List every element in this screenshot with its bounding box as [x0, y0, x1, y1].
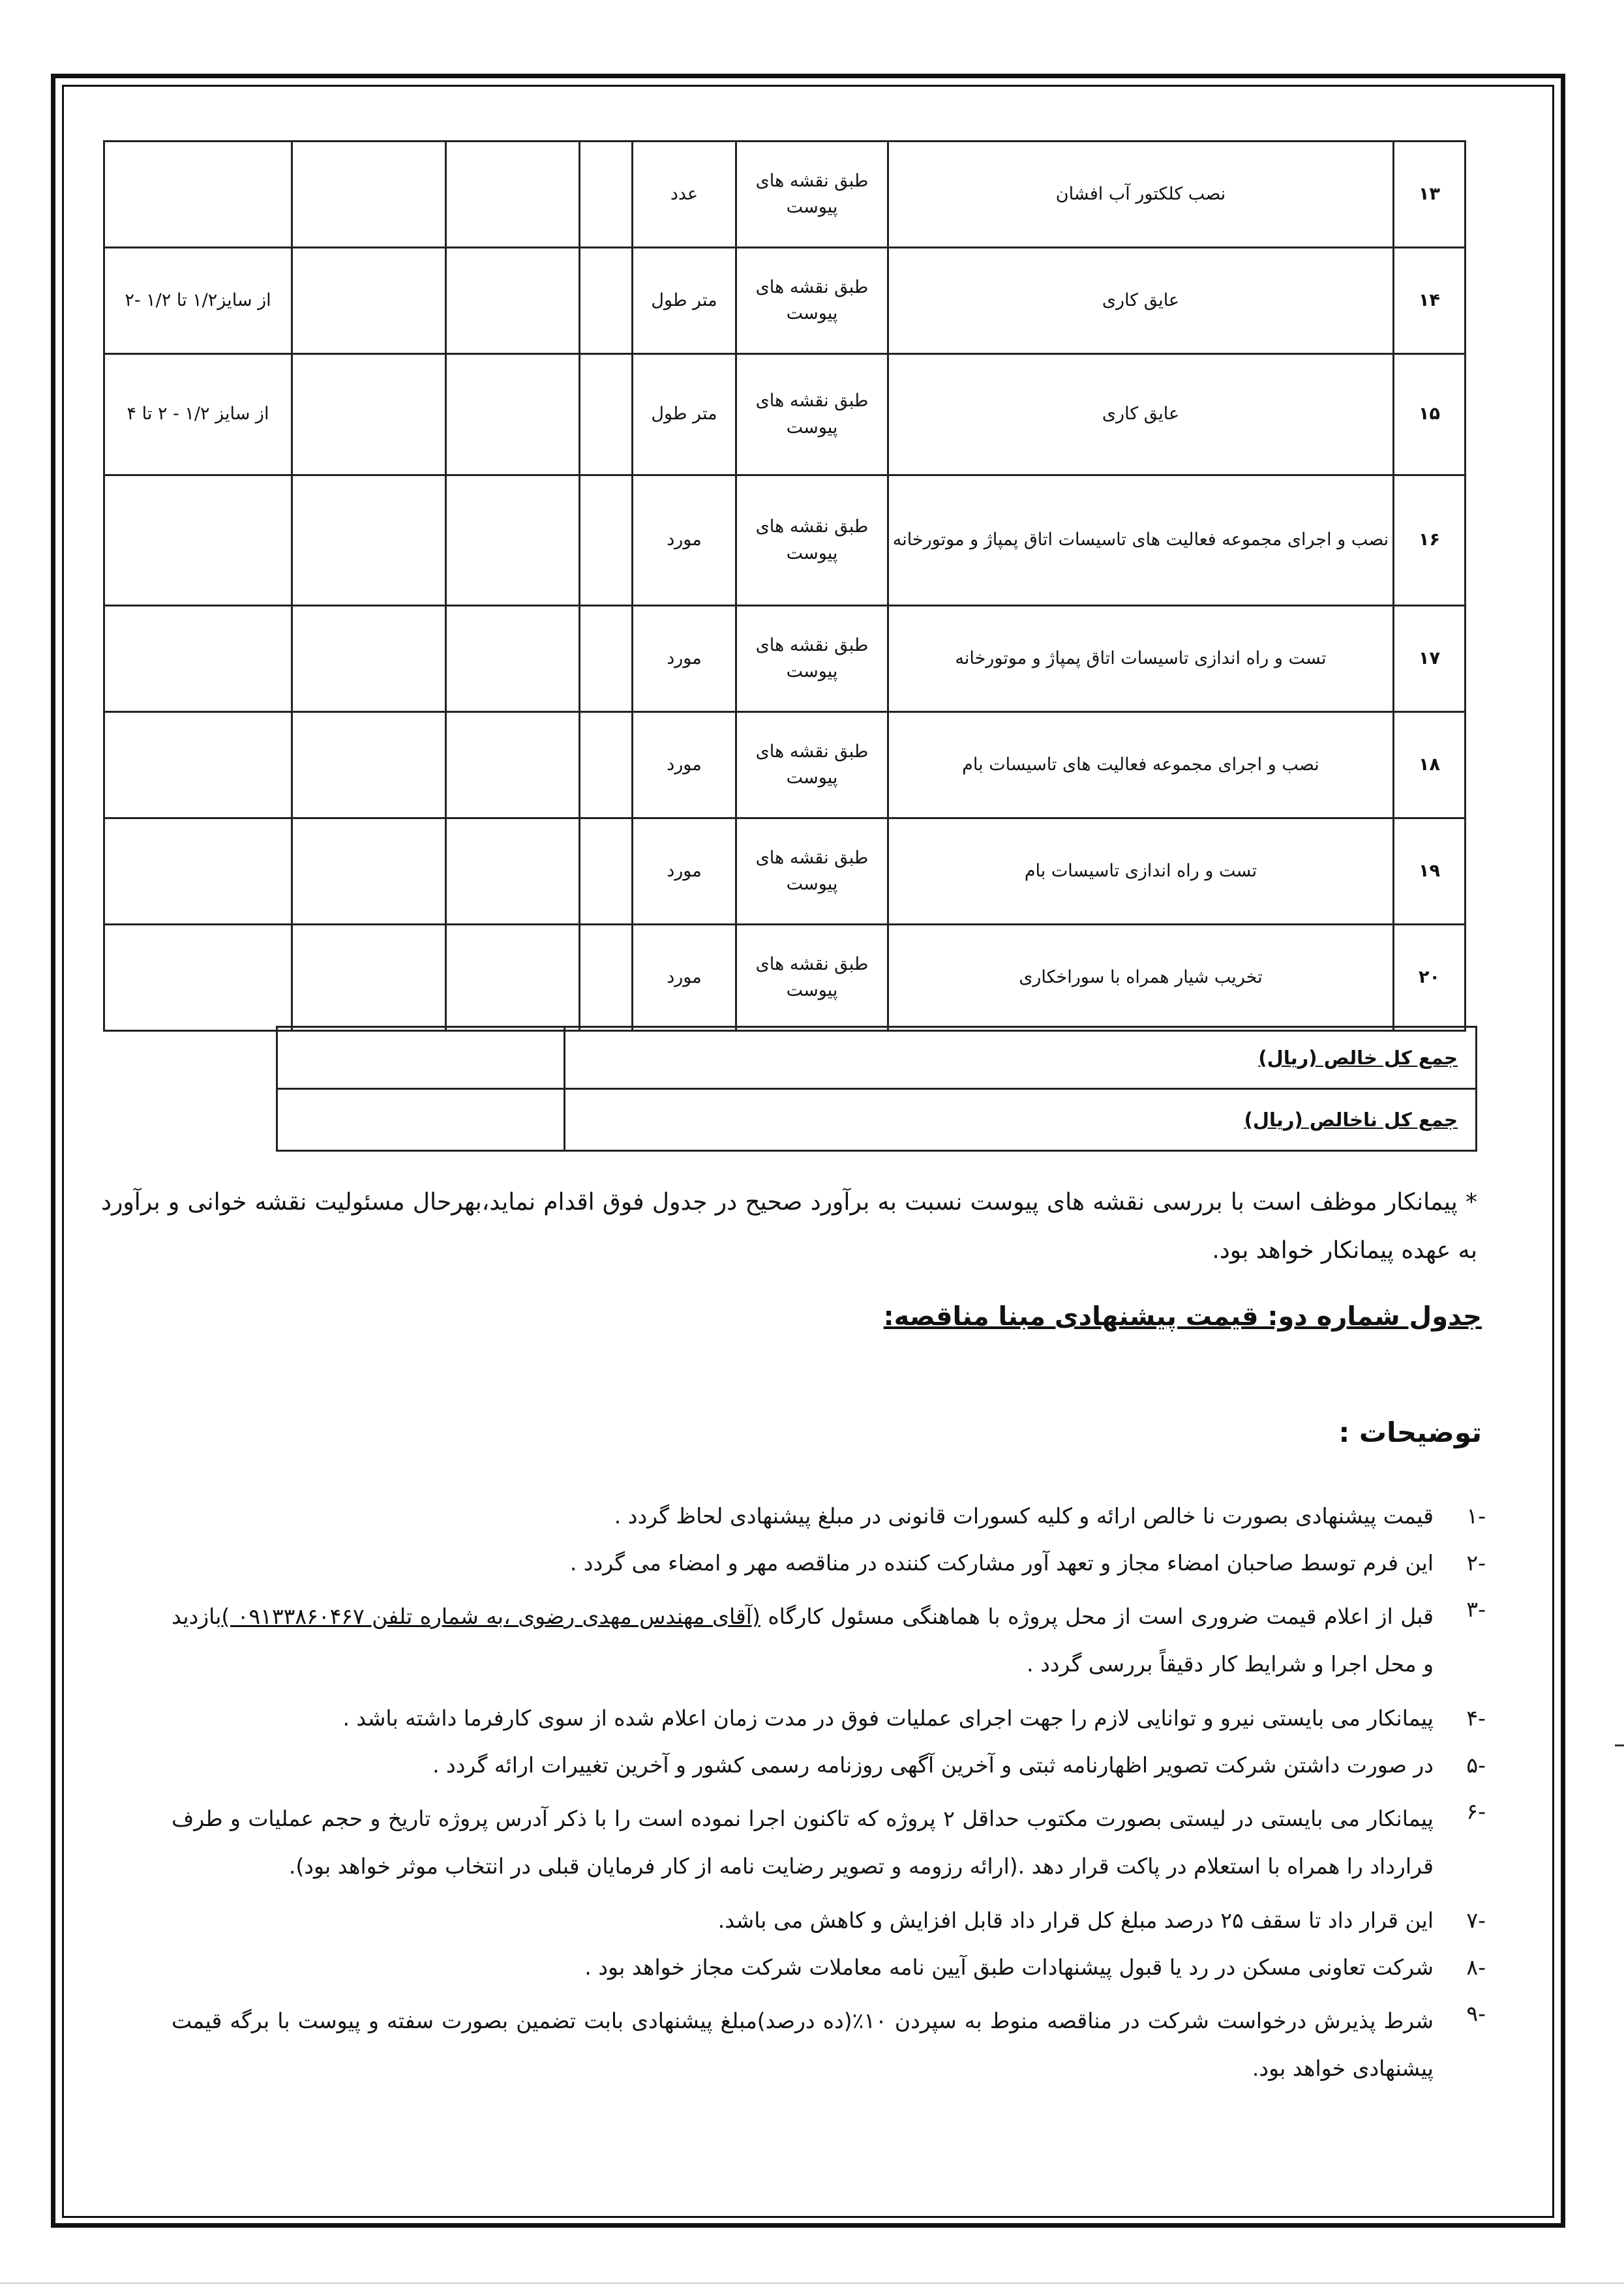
- reference-line: پیوست: [786, 768, 838, 788]
- note-item: [172, 1951, 1486, 1984]
- total-net-value: [277, 1027, 565, 1089]
- unit-price-cell: [446, 142, 580, 248]
- total-price-cell: [292, 818, 446, 925]
- item-note: [104, 818, 292, 925]
- items-table: [103, 140, 1466, 1032]
- scan-edge-mark: [1615, 1744, 1624, 1746]
- item-unit: متر طول: [633, 248, 736, 354]
- note-text-part: بازدید و محل اجرا و شرایط کار دقیقاً بررسی گردد .: [172, 1604, 1434, 1677]
- reference-line: پیوست: [786, 874, 838, 894]
- item-description: تست و راه اندازی تاسیسات بام: [888, 818, 1394, 925]
- item-note: [104, 142, 292, 248]
- note-item: [172, 1593, 1486, 1688]
- item-note: [104, 712, 292, 818]
- row-number: ۱۵: [1394, 354, 1466, 475]
- note-number: -۵: [1466, 1752, 1486, 1778]
- quantity-cell: [580, 142, 633, 248]
- note-text: شرط پذیرش درخواست شرکت در مناقصه منوط به سپردن ۱۰٪(ده درصد)مبلغ پیشنهادی بابت تضمین بصورت سفته و پیوست با برگه قیمت پیشنهادی خواهد بود.: [172, 2008, 1434, 2081]
- table-row: [104, 248, 1466, 354]
- item-note: از سایز ۱/۲ - ۲ تا ۴: [104, 354, 292, 475]
- quantity-cell: [580, 354, 633, 475]
- total-gross-label: جمع کل ناخالص (ریال): [565, 1089, 1477, 1151]
- note-text: در صورت داشتن شرکت تصویر اظهارنامه ثبتی و آخرین آگهی روزنامه رسمی کشور و آخرین تغییرات ارائه گردد .: [432, 1752, 1434, 1778]
- table-row: [104, 354, 1466, 475]
- total-price-cell: [292, 712, 446, 818]
- item-note: [104, 925, 292, 1031]
- total-price-cell: [292, 354, 446, 475]
- note-item: [172, 1904, 1486, 1937]
- table-row: [104, 606, 1466, 712]
- row-number: ۱۹: [1394, 818, 1466, 925]
- item-reference: [736, 248, 888, 354]
- reference-line: پیوست: [786, 661, 838, 681]
- item-reference: [736, 606, 888, 712]
- item-reference: [736, 712, 888, 818]
- item-unit: مورد: [633, 712, 736, 818]
- total-net-label: جمع کل خالص (ریال): [565, 1027, 1477, 1089]
- notes-heading: توضیحات :: [1338, 1416, 1482, 1448]
- unit-price-cell: [446, 606, 580, 712]
- note-text: پیمانکار می بایستی نیرو و توانایی لازم را جهت اجرای عملیات فوق در مدت زمان اعلام شده از سوی کارفرما داشته باشد .: [342, 1705, 1434, 1731]
- quantity-cell: [580, 248, 633, 354]
- note-item: [172, 1749, 1486, 1782]
- reference-line: پیوست: [786, 197, 838, 217]
- note-text: این فرم توسط صاحبان امضاء مجاز و تعهد آور مشارکت کننده در مناقصه مهر و امضاء می گردد .: [569, 1549, 1434, 1576]
- unit-price-cell: [446, 925, 580, 1031]
- item-description: عایق کاری: [888, 354, 1394, 475]
- reference-line: طبق نقشه های: [755, 953, 869, 974]
- item-note: [104, 475, 292, 606]
- reference-line: پیوست: [786, 303, 838, 323]
- item-unit: مورد: [633, 606, 736, 712]
- item-description: تست و راه اندازی تاسیسات اتاق پمپاژ و موتورخانه: [888, 606, 1394, 712]
- total-price-cell: [292, 475, 446, 606]
- total-net-row: [277, 1027, 1477, 1089]
- reference-line: پیوست: [786, 980, 838, 1000]
- item-description: نصب و اجرای مجموعه فعالیت های تاسیسات اتاق پمپاژ و موتورخانه: [888, 475, 1394, 606]
- table-row: [104, 818, 1466, 925]
- unit-price-cell: [446, 818, 580, 925]
- row-number: ۱۸: [1394, 712, 1466, 818]
- note-number: -۱: [1466, 1503, 1486, 1529]
- reference-line: طبق نقشه های: [755, 741, 869, 762]
- note-item: [172, 1547, 1486, 1579]
- note-number: -۶: [1466, 1799, 1486, 1825]
- notes-list: [172, 1500, 1486, 2107]
- total-gross-row: [277, 1089, 1477, 1151]
- unit-price-cell: [446, 475, 580, 606]
- table-row: [104, 142, 1466, 248]
- reference-line: طبق نقشه های: [755, 391, 869, 411]
- table-row: [104, 712, 1466, 818]
- row-number: ۲۰: [1394, 925, 1466, 1031]
- note-text-part: قبل از اعلام قیمت ضروری است از محل پروژه با هماهنگی مسئول کارگاه: [760, 1604, 1434, 1629]
- item-reference: [736, 925, 888, 1031]
- quantity-cell: [580, 606, 633, 712]
- reference-line: طبق نقشه های: [755, 847, 869, 868]
- quantity-cell: [580, 925, 633, 1031]
- unit-price-cell: [446, 712, 580, 818]
- item-reference: [736, 475, 888, 606]
- note-text: این قرار داد تا سقف ۲۵ درصد مبلغ کل قرار داد قابل افزایش و کاهش می باشد.: [717, 1908, 1434, 1934]
- row-number: ۱۶: [1394, 475, 1466, 606]
- table-row: [104, 925, 1466, 1031]
- note-number: -۴: [1466, 1705, 1486, 1731]
- row-number: ۱۴: [1394, 248, 1466, 354]
- item-unit: مورد: [633, 475, 736, 606]
- item-description: نصب و اجرای مجموعه فعالیت های تاسیسات بام: [888, 712, 1394, 818]
- unit-price-cell: [446, 248, 580, 354]
- note-item: [172, 1795, 1486, 1890]
- note-item: [172, 1500, 1486, 1533]
- note-number: -۳: [1466, 1596, 1486, 1622]
- item-description: نصب کلکتور آب افشان: [888, 142, 1394, 248]
- item-note: [104, 606, 292, 712]
- section-title: جدول شماره دو: قیمت پیشنهادی مبنا مناقصه:: [883, 1302, 1482, 1332]
- item-reference: [736, 142, 888, 248]
- item-description: تخریب شیار همراه با سوراخکاری: [888, 925, 1394, 1031]
- total-price-cell: [292, 248, 446, 354]
- item-unit: عدد: [633, 142, 736, 248]
- total-price-cell: [292, 606, 446, 712]
- note-text: قیمت پیشنهادی بصورت نا خالص ارائه و کلیه کسورات قانونی در مبلغ پیشنهادی لحاظ گردد .: [614, 1503, 1434, 1529]
- reference-line: پیوست: [786, 543, 838, 563]
- reference-line: طبق نقشه های: [755, 635, 869, 655]
- unit-price-cell: [446, 354, 580, 475]
- reference-line: طبق نقشه های: [755, 277, 869, 297]
- note-item: [172, 1997, 1486, 2092]
- note-text: پیمانکار می بایستی در لیستی بصورت مکتوب حداقل ۲ پروژه که تاکنون اجرا نموده است را با ذکر آدرس پروژه تاریخ و حجم عملیات و طرف قرارداد را همراه با استعلام در پاکت قرار دهد .(ارائه رزومه و تصویر رضایت نامه از کار فرمایان قبلی در انتخاب موثر خواهد بود).: [172, 1806, 1434, 1879]
- total-price-cell: [292, 142, 446, 248]
- item-unit: مورد: [633, 925, 736, 1031]
- note-number: -۹: [1466, 2001, 1486, 2027]
- note-number: -۸: [1466, 1954, 1486, 1980]
- row-number: ۱۳: [1394, 142, 1466, 248]
- reference-line: پیوست: [786, 417, 838, 438]
- row-number: ۱۷: [1394, 606, 1466, 712]
- note-number: -۲: [1466, 1549, 1486, 1576]
- total-price-cell: [292, 925, 446, 1031]
- table-row: [104, 475, 1466, 606]
- estimation-note: * پیمانکار موظف است با بررسی نقشه های پیوست نسبت به برآورد صحیح در جدول فوق اقدام نماید،بهرحال مسئولیت نقشه خوانی و برآورد به عهده پیمانکار خواهد بود.: [101, 1189, 1477, 1264]
- item-reference: [736, 818, 888, 925]
- scan-bottom-edge: [0, 2282, 1624, 2284]
- item-unit: مورد: [633, 818, 736, 925]
- reference-line: طبق نقشه های: [755, 170, 869, 191]
- quantity-cell: [580, 818, 633, 925]
- site-contact-phone: (آقای مهندس مهدی رضوی ،به شماره تلفن ۰۹۱۳۳۸۶۰۴۶۷ ): [221, 1604, 760, 1629]
- item-reference: [736, 354, 888, 475]
- quantity-cell: [580, 712, 633, 818]
- item-unit: متر طول: [633, 354, 736, 475]
- item-note: از سایز۱/۲ تا ۱/۲ -۲: [104, 248, 292, 354]
- note-text: شرکت تعاونی مسکن در رد یا قبول پیشنهادات طبق آیین نامه معاملات شرکت مجاز خواهد بود .: [584, 1954, 1434, 1980]
- note-text: [172, 1593, 1434, 1688]
- note-item: [172, 1702, 1486, 1735]
- reference-line: طبق نقشه های: [755, 516, 869, 537]
- total-gross-value: [277, 1089, 565, 1151]
- item-description: عایق کاری: [888, 248, 1394, 354]
- totals-table: [276, 1026, 1477, 1152]
- note-number: -۷: [1466, 1908, 1486, 1934]
- quantity-cell: [580, 475, 633, 606]
